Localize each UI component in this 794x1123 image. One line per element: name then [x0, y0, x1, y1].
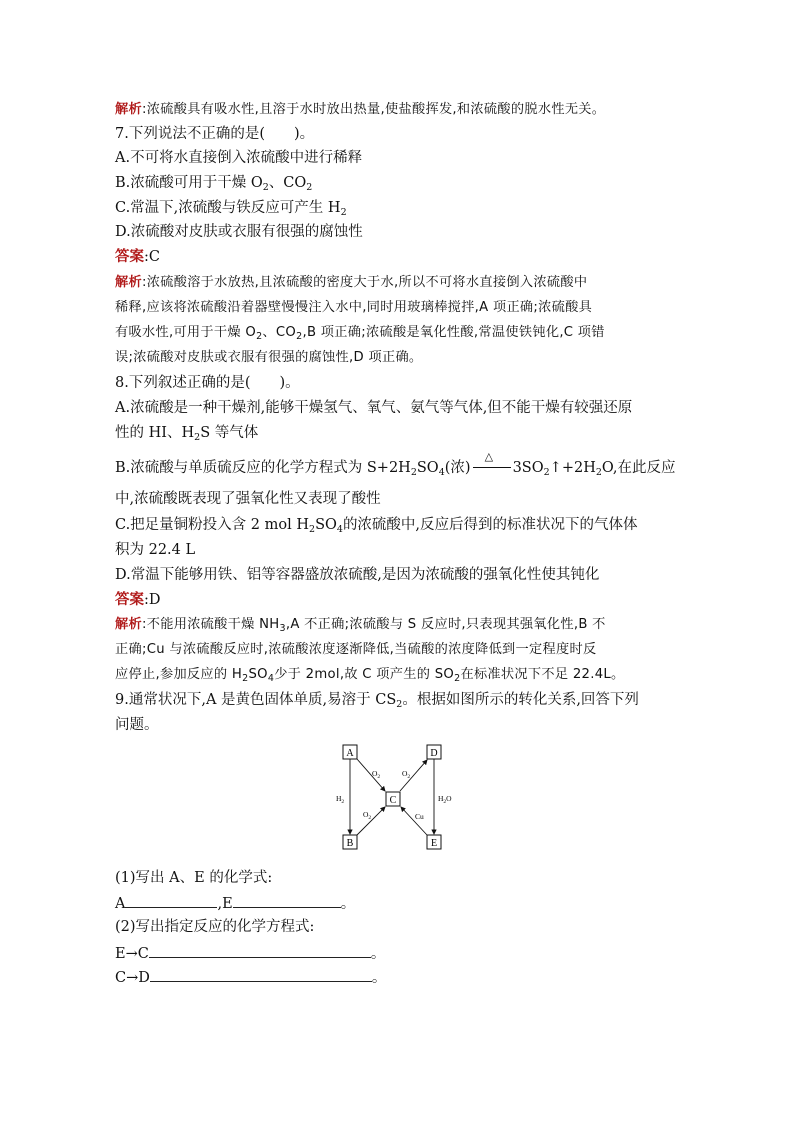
edge-label-b-c: $O_2$ — [363, 810, 372, 821]
q9-part-1-blanks: A ,E 。 — [115, 892, 355, 914]
arrow-a-to-c — [357, 759, 385, 791]
edge-label-a-c: $O_2$ — [372, 769, 381, 780]
question-9-line-2: 问题。 — [115, 717, 159, 733]
heat-triangle-icon: △ — [484, 450, 494, 463]
analysis-label: 解析 — [115, 102, 142, 117]
q9-part-2-prompt: (2)写出指定反应的化学方程式: — [115, 919, 315, 935]
edge-label-c-d: $O_2$ — [402, 769, 411, 780]
q7-option-c: C.常温下,浓硫酸与铁反应可产生 $H_2$ — [115, 200, 347, 218]
edge-label-e-c: Cu — [415, 812, 424, 821]
question-8-stem: 8.下列叙述正确的是( )。 — [115, 375, 300, 391]
q7-option-d: D.浓硫酸对皮肤或衣服有很强的腐蚀性 — [115, 224, 363, 240]
q7-option-b: B.浓硫酸可用于干燥 $O_2$、$CO_2$ — [115, 175, 313, 193]
heat-reaction-arrow — [471, 450, 513, 474]
q8-option-b-line-2: 中,浓硫酸既表现了强氧化性又表现了酸性 — [115, 491, 381, 507]
q8-option-a-line-2: 性的 HI、$H_2S$ 等气体 — [115, 425, 259, 443]
q7-analysis-line-3: 有吸水性,可用于干燥 $O_2$、$CO_2,B$ 项正确;浓硫酸是氧化性酸,常温使铁钝化,C 项错 — [115, 325, 605, 342]
q8-analysis-line-2: 正确;Cu 与浓硫酸反应时,浓硫酸浓度逐渐降低,当硫酸的浓度降低到一定程度时反 — [115, 642, 597, 657]
q7-analysis-line-4: 误;浓硫酸对皮肤或衣服有很强的腐蚀性,D 项正确。 — [115, 350, 423, 365]
q8-option-c-line-1: C.把足量铜粉投入含 2 mol $H_2SO_4$的浓硫酸中,反应后得到的标准状况下的气体体 — [115, 517, 638, 535]
q8-option-c-line-2: 积为 22.4 L — [115, 542, 196, 558]
q8-analysis-line-3: 应停止,参加反应的 $H_2SO_4$少于 2mol,故 C 项产生的 $SO_2$在标准状况下不足 22.4L。 — [115, 667, 625, 684]
analysis-label: 解析 — [115, 275, 142, 290]
edge-label-a-b: $H_2$ — [336, 794, 345, 805]
question-7-stem: 7.下列说法不正确的是( )。 — [115, 126, 315, 142]
node-b-label: B — [346, 838, 354, 849]
q7-answer: 答案:C — [115, 248, 160, 265]
answer-blank-e[interactable] — [233, 892, 341, 908]
analysis-text: :浓硫酸具有吸水性,且溶于水时放出热量,使盐酸挥发,和浓硫酸的脱水性无关。 — [141, 102, 606, 117]
q7-analysis-line-1: 解析:浓硫酸溶于水放热,且浓硫酸的密度大于水,所以不可将水直接倒入浓硫酸中 — [115, 275, 588, 290]
analysis-q6 — [115, 100, 605, 120]
q8-option-b-line-1: B.浓硫酸与单质硫反应的化学方程式为 $S+2H_2SO_4$(浓) △ $3SO_2↑+2H_2O$,在此反应 — [115, 458, 676, 478]
node-e-label: E — [430, 838, 438, 849]
answer-label: 答案 — [115, 591, 144, 608]
q8-analysis-line-1: 解析:不能用浓硫酸干燥 $NH_3,A$ 不正确;浓硫酸与 S 反应时,只表现其强氧化性,B 不 — [115, 617, 606, 634]
node-d-label: D — [430, 748, 438, 759]
q8-answer: 答案:D — [115, 591, 161, 608]
q8-option-d: D.常温下能够用铁、铝等容器盛放浓硫酸,是因为浓硫酸的强氧化性使其钝化 — [115, 567, 600, 583]
q7-option-a: A.不可将水直接倒入浓硫酸中进行稀释 — [115, 150, 363, 166]
q9-part-2-e-to-c: E→C 。 — [115, 942, 385, 964]
conversion-diagram — [330, 740, 460, 855]
q9-part-2-c-to-d: C→D 。 — [115, 966, 386, 988]
question-9-line-1: 9.通常状况下,A 是黄色固体单质,易溶于 $CS_2$。根据如图所示的转化关系,回答下列 — [115, 692, 639, 710]
answer-blank-a[interactable] — [125, 892, 217, 908]
node-a-label: A — [346, 748, 354, 759]
q9-part-1-prompt: (1)写出 A、E 的化学式: — [115, 870, 273, 886]
q7-analysis-line-2: 稀释,应该将浓硫酸沿着器壁慢慢注入水中,同时用玻璃棒搅拌,A 项正确;浓硫酸具 — [115, 300, 593, 315]
q8-option-a-line-1: A.浓硫酸是一种干燥剂,能够干燥氢气、氧气、氨气等气体,但不能干燥有较强还原 — [115, 400, 633, 416]
arrow-b-to-c — [357, 807, 385, 835]
edge-label-d-e: $H_2O$ — [438, 794, 452, 805]
answer-label: 答案 — [115, 248, 144, 265]
analysis-label: 解析 — [115, 617, 142, 632]
answer-blank-e-to-c[interactable] — [149, 942, 371, 958]
answer-blank-c-to-d[interactable] — [150, 966, 372, 982]
node-c-label: C — [389, 795, 397, 806]
